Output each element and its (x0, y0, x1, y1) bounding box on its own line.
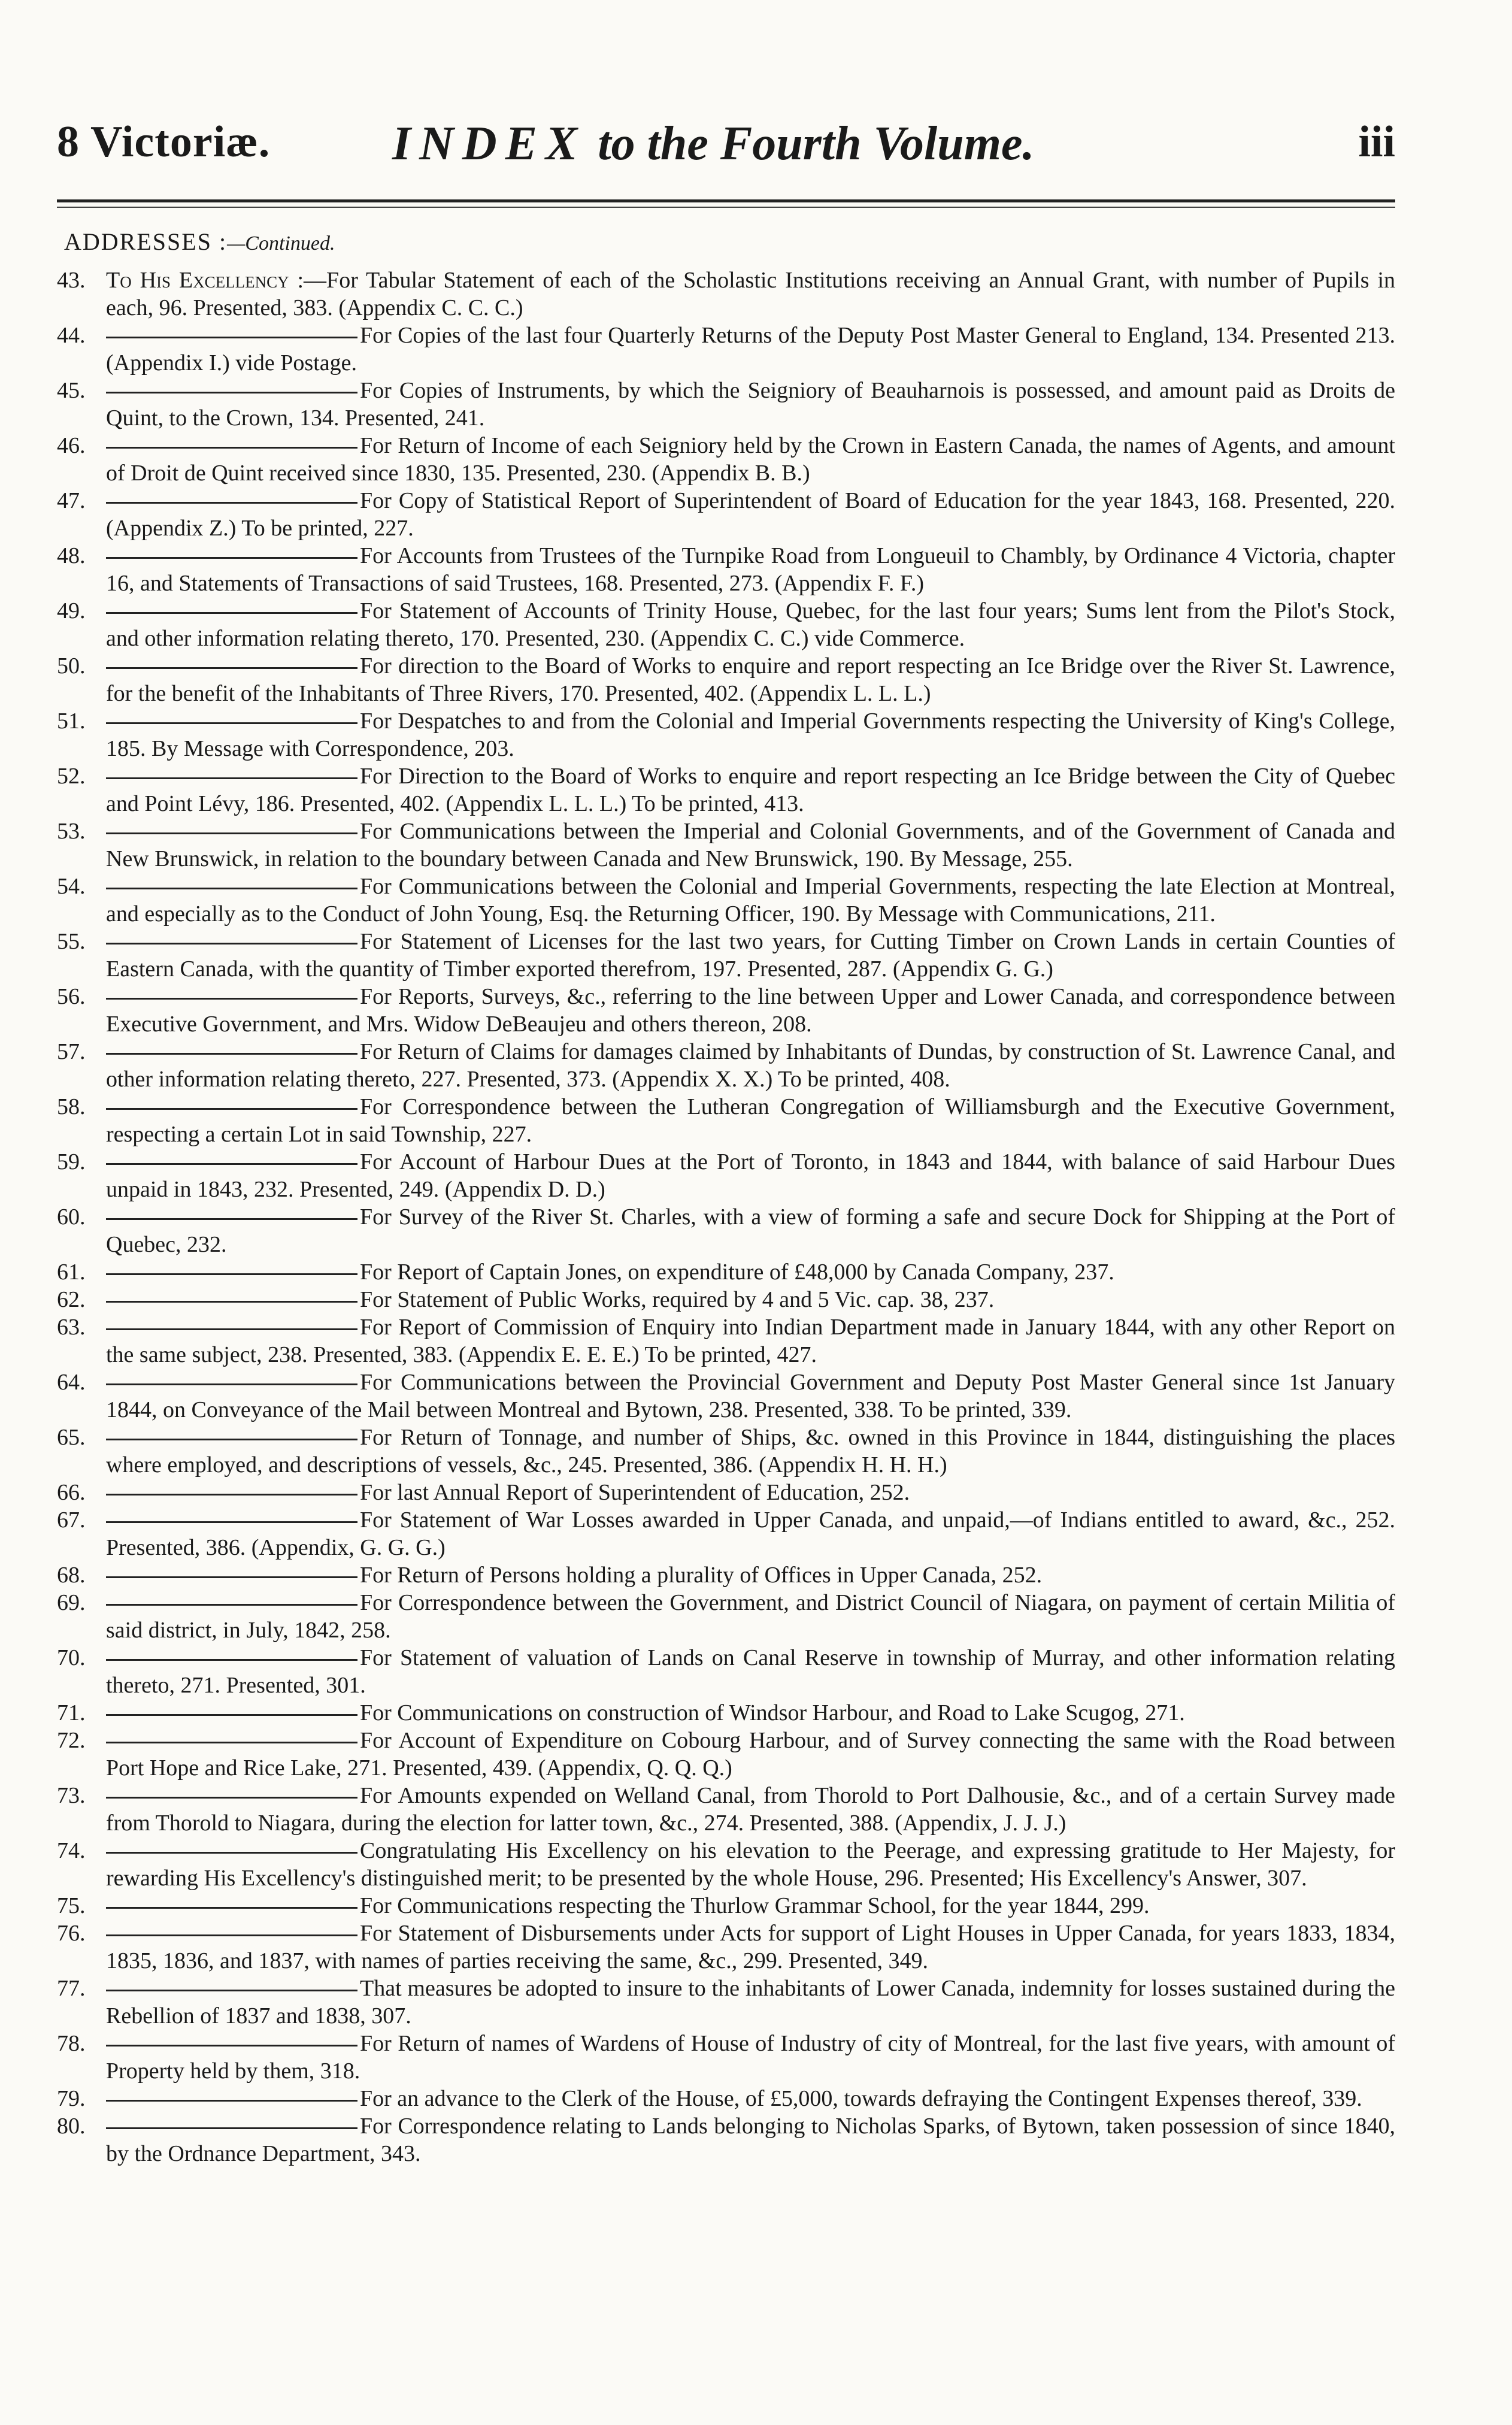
entry-number: 78. (57, 2031, 86, 2056)
index-entry (57, 2085, 1395, 2112)
ditto-rule (106, 1053, 357, 1055)
index-entry (57, 1920, 1395, 1975)
index-entry (57, 1506, 1395, 1561)
entry-number: 61. (57, 1260, 86, 1285)
entry-text: For Report of Commission of Enquiry into Indian Department made in January 1844, with any other Report on the same subject, 238. Presented, 383. (Appendix E. E. E.) To be printed, 427. (106, 1315, 1395, 1367)
index-entry (57, 1727, 1395, 1782)
ditto-rule (106, 1439, 357, 1440)
index-entry (57, 1837, 1395, 1892)
section-continued: —Continued. (227, 232, 335, 255)
entry-text: For direction to the Board of Works to enquire and report respecting an Ice Bridge over the River St. Lawrence, for the benefit of the Inhabitants of Three Rivers, 170. Presented, 402. (Appendix L. L. L.) (106, 653, 1395, 706)
index-entry (57, 1699, 1395, 1727)
ditto-rule (106, 557, 357, 559)
entry-number: 66. (57, 1480, 86, 1505)
header-rule-thin (57, 207, 1395, 208)
entry-number: 50. (57, 653, 86, 679)
entry-text: For Amounts expended on Welland Canal, from Thorold to Port Dalhousie, &c., and of a certain Survey made from Thorold to Niagara, during the election for latter town, &c., 274. Presented, 388. (Appendix, J. J. J.) (106, 1783, 1395, 1836)
entry-text: For Statement of valuation of Lands on Canal Reserve in township of Murray, and other information relating thereto, 271. Presented, 301. (106, 1645, 1395, 1698)
ditto-rule (106, 1742, 357, 1743)
ditto-rule (106, 1714, 357, 1716)
entry-text: For Correspondence between the Lutheran Congregation of Williamsburgh and the Executive Government, respecting a certain Lot in said Township, 227. (106, 1094, 1395, 1147)
ditto-rule (106, 1604, 357, 1606)
entry-number: 57. (57, 1039, 86, 1064)
ditto-rule (106, 832, 357, 834)
ditto-rule (106, 1990, 357, 1991)
entry-text: For Account of Expenditure on Cobourg Harbour, and of Survey connecting the same with the Road between Port Hope and Rice Lake, 271. Presented, 439. (Appendix, Q. Q. Q.) (106, 1728, 1395, 1781)
index-entry (57, 1038, 1395, 1093)
ditto-rule (106, 777, 357, 779)
entry-number: 74. (57, 1838, 86, 1863)
ditto-rule (106, 1273, 357, 1275)
entry-text: For Return of Tonnage, and number of Ships, &c. owned in this Province in 1844, distinguishing the places where employed, and descriptions of vessels, &c., 245. Presented, 386. (Appendix H. H. H.) (106, 1425, 1395, 1478)
entry-number: 53. (57, 819, 86, 844)
index-entry (57, 1975, 1395, 2030)
entry-number: 44. (57, 323, 86, 348)
entry-text: For Return of Persons holding a plurality of Offices in Upper Canada, 252. (360, 1563, 1043, 1588)
entry-text: For Despatches to and from the Colonial and Imperial Governments respecting the University of King's College, 185. By Message with Correspondence, 203. (106, 709, 1395, 761)
entry-number: 47. (57, 488, 86, 513)
entry-text: For Statement of Accounts of Trinity House, Quebec, for the last four years; Sums lent from the Pilot's Stock, and other information relating thereto, 170. Presented, 230. (Appendix C. C.) vide Commerce. (106, 598, 1395, 651)
entry-number: 65. (57, 1425, 86, 1450)
ditto-rule (106, 1521, 357, 1523)
entry-number: 58. (57, 1094, 86, 1119)
ditto-rule (106, 888, 357, 889)
ditto-rule (106, 722, 357, 724)
entry-text: For Report of Captain Jones, on expenditure of £48,000 by Canada Company, 237. (360, 1260, 1114, 1285)
ditto-rule (106, 2127, 357, 2129)
index-entry (57, 983, 1395, 1038)
index-entry (57, 1258, 1395, 1286)
header-regnal-year: 8 Victoriæ. (57, 117, 271, 166)
ditto-rule (106, 502, 357, 504)
entry-number: 75. (57, 1893, 86, 1918)
entry-number: 59. (57, 1149, 86, 1174)
index-entry (57, 2030, 1395, 2085)
entry-number: 55. (57, 929, 86, 954)
entry-text: Congratulating His Excellency on his elevation to the Peerage, and expressing gratitude to Her Majesty, for rewarding His Excellency's distinguished merit; to be presented by the whole House, 296. Presented; His Excellency's Answer, 307. (106, 1838, 1395, 1891)
ditto-rule (106, 1934, 357, 1936)
entry-text: For Return of Claims for damages claimed by Inhabitants of Dundas, by construction of St. Lawrence Canal, and other information relating thereto, 227. Presented, 373. (Appendix X. X.) To be printed, 408. (106, 1039, 1395, 1092)
index-entry (57, 487, 1395, 542)
ditto-rule (106, 943, 357, 944)
entry-number: 79. (57, 2086, 86, 2111)
entry-text: For Statement of Disbursements under Acts for support of Light Houses in Upper Canada, for years 1833, 1834, 1835, 1836, and 1837, with names of parties receiving the same, &c., 299. Presented, 349. (106, 1921, 1395, 1973)
entry-number: 71. (57, 1700, 86, 1725)
ditto-rule (106, 1383, 357, 1385)
entry-text: For Statement of Public Works, required by 4 and 5 Vic. cap. 38, 237. (360, 1287, 995, 1312)
index-entry (57, 1782, 1395, 1837)
entry-number: 56. (57, 984, 86, 1009)
ditto-rule (106, 1852, 357, 1854)
ditto-rule (106, 2045, 357, 2046)
index-entry (57, 762, 1395, 818)
entry-text: For last Annual Report of Superintendent of Education, 252. (360, 1480, 910, 1505)
entry-text: For Correspondence relating to Lands belonging to Nicholas Sparks, of Bytown, taken possession of since 1840, by the Ordnance Department, 343. (106, 2114, 1395, 2166)
ditto-rule (106, 1328, 357, 1330)
page-number: iii (1358, 117, 1395, 166)
index-entry (57, 2112, 1395, 2167)
index-entry (57, 597, 1395, 652)
entry-text: For Return of names of Wardens of House of Industry of city of Montreal, for the last five years, with amount of Property held by them, 318. (106, 2031, 1395, 2084)
entry-number: 45. (57, 378, 86, 403)
ditto-rule (106, 392, 357, 393)
entry-text: For Survey of the River St. Charles, with a view of forming a safe and secure Dock for Shipping at the Port of Quebec, 232. (106, 1204, 1395, 1257)
entry-number: 63. (57, 1315, 86, 1340)
entry-text: For Reports, Surveys, &c., referring to the line between Upper and Lower Canada, and correspondence between Executive Government, and Mrs. Widow DeBeaujeu and others thereon, 208. (106, 984, 1395, 1037)
ditto-rule (106, 1163, 357, 1165)
entry-number: 46. (57, 433, 86, 458)
ditto-rule (106, 1494, 357, 1495)
page-header (57, 117, 1395, 183)
index-entry (57, 1093, 1395, 1148)
ditto-rule (106, 447, 357, 449)
entry-text: For Statement of War Losses awarded in Upper Canada, and unpaid,—of Indians entitled to award, &c., 252. Presented, 386. (Appendix, G. G. G.) (106, 1507, 1395, 1560)
header-title (392, 117, 1035, 171)
index-entry (57, 267, 1395, 322)
entry-list (57, 267, 1395, 2167)
entry-number: 48. (57, 543, 86, 568)
entry-text: That measures be adopted to insure to the inhabitants of Lower Canada, indemnity for losses sustained during the Rebellion of 1837 and 1838, 307. (106, 1976, 1395, 2029)
index-entry (57, 1313, 1395, 1369)
entry-number: 77. (57, 1976, 86, 2001)
index-entry (57, 1589, 1395, 1644)
header-rule-thick (57, 199, 1395, 202)
index-entry (57, 1203, 1395, 1258)
index-entry (57, 1561, 1395, 1589)
entry-number: 76. (57, 1921, 86, 1946)
entry-addressee: To His Excellency (106, 268, 298, 293)
index-entry (57, 928, 1395, 983)
entry-number: 67. (57, 1507, 86, 1533)
entry-text: For Communications between the Colonial and Imperial Governments, respecting the late Election at Montreal, and especially as to the Conduct of John Young, Esq. the Returning Officer, 190. By Message with Communications, 211. (106, 874, 1395, 927)
index-entry (57, 1479, 1395, 1506)
ditto-rule (106, 1797, 357, 1799)
entry-number: 62. (57, 1287, 86, 1312)
header-title-index: INDEX (392, 117, 586, 170)
ditto-rule (106, 612, 357, 614)
entry-number: 68. (57, 1563, 86, 1588)
index-entry (57, 1148, 1395, 1203)
index-page (57, 117, 1396, 2166)
entry-number: 51. (57, 709, 86, 734)
entry-text: For Return of Income of each Seigniory held by the Crown in Eastern Canada, the names of Agents, and amount of Droit de Quint received since 1830, 135. Presented, 230. (Appendix B. B.) (106, 433, 1395, 486)
index-entry (57, 1286, 1395, 1313)
entry-number: 43. (57, 268, 86, 293)
index-entry (57, 652, 1395, 707)
index-entry (57, 1892, 1395, 1920)
entry-number: 54. (57, 874, 86, 899)
index-entry (57, 1424, 1395, 1479)
ditto-rule (106, 667, 357, 669)
entry-text: For Copies of the last four Quarterly Returns of the Deputy Post Master General to England, 134. Presented 213. (Appendix I.) vide Postage. (106, 323, 1395, 376)
entry-number: 70. (57, 1645, 86, 1670)
entry-text: For Copy of Statistical Report of Superintendent of Board of Education for the year 1843, 168. Presented, 220. (Appendix Z.) To be printed, 227. (106, 488, 1395, 541)
index-entry (57, 707, 1395, 762)
ditto-rule (106, 1907, 357, 1909)
entry-text: For Statement of Licenses for the last two years, for Cutting Timber on Crown Lands in certain Counties of Eastern Canada, with the quantity of Timber exported therefrom, 197. Presented, 287. (Appendix G. G.) (106, 929, 1395, 982)
entry-text: For Communications on construction of Windsor Harbour, and Road to Lake Scugog, 271. (360, 1700, 1185, 1725)
section-heading (64, 228, 335, 256)
header-title-rest: to the Fourth Volume. (586, 117, 1035, 170)
index-entry (57, 322, 1395, 377)
index-entry (57, 818, 1395, 873)
ditto-rule (106, 1659, 357, 1661)
entry-number: 60. (57, 1204, 86, 1230)
ditto-rule (106, 998, 357, 1000)
entry-number: 73. (57, 1783, 86, 1808)
ditto-rule (106, 2100, 357, 2102)
index-entry (57, 1369, 1395, 1424)
ditto-rule (106, 1301, 357, 1303)
index-entry (57, 542, 1395, 597)
entry-number: 72. (57, 1728, 86, 1753)
ditto-rule (106, 337, 357, 338)
entry-text: For Communications between the Provincial Government and Deputy Post Master General since 1st January 1844, on Conveyance of the Mail between Montreal and Bytown, 238. Presented, 338. To be printed, 339. (106, 1370, 1395, 1422)
entry-number: 49. (57, 598, 86, 623)
index-entry (57, 1644, 1395, 1699)
entry-text: For an advance to the Clerk of the House, of £5,000, towards defraying the Contingent Expenses thereof, 339. (360, 2086, 1362, 2111)
index-entry (57, 377, 1395, 432)
section-title: ADDRESSES : (64, 228, 228, 255)
entry-text: For Direction to the Board of Works to enquire and report respecting an Ice Bridge between the City of Quebec and Point Lévy, 186. Presented, 402. (Appendix L. L. L.) To be printed, 413. (106, 764, 1395, 816)
ditto-rule (106, 1108, 357, 1110)
index-entry (57, 432, 1395, 487)
entry-text: For Correspondence between the Government, and District Council of Niagara, on payment of certain Militia of said district, in July, 1842, 258. (106, 1590, 1395, 1643)
entry-text: For Account of Harbour Dues at the Port of Toronto, in 1843 and 1844, with balance of said Harbour Dues unpaid in 1843, 232. Presented, 249. (Appendix D. D.) (106, 1149, 1395, 1202)
entry-text: For Communications between the Imperial and Colonial Governments, and of the Government of Canada and New Brunswick, in relation to the boundary between Canada and New Brunswick, 190. By Message, 255. (106, 819, 1395, 871)
entry-number: 52. (57, 764, 86, 789)
ditto-rule (106, 1218, 357, 1220)
entry-number: 64. (57, 1370, 86, 1395)
entry-text: For Copies of Instruments, by which the Seigniory of Beauharnois is possessed, and amount paid as Droits de Quint, to the Crown, 134. Presented, 241. (106, 378, 1395, 431)
entry-text: For Accounts from Trustees of the Turnpike Road from Longueuil to Chambly, by Ordinance 4 Victoria, chapter 16, and Statements of Transactions of said Trustees, 168. Presented, 273. (Appendix F. F.) (106, 543, 1395, 596)
entry-number: 69. (57, 1590, 86, 1615)
index-entry (57, 873, 1395, 928)
entry-number: 80. (57, 2114, 86, 2139)
entry-text: For Communications respecting the Thurlow Grammar School, for the year 1844, 299. (360, 1893, 1150, 1918)
ditto-rule (106, 1576, 357, 1578)
entry-text: :—For Tabular Statement of each of the Scholastic Institutions receiving an Annual Grant, with number of Pupils in each, 96. Presented, 383. (Appendix C. C. C.) (106, 268, 1396, 320)
